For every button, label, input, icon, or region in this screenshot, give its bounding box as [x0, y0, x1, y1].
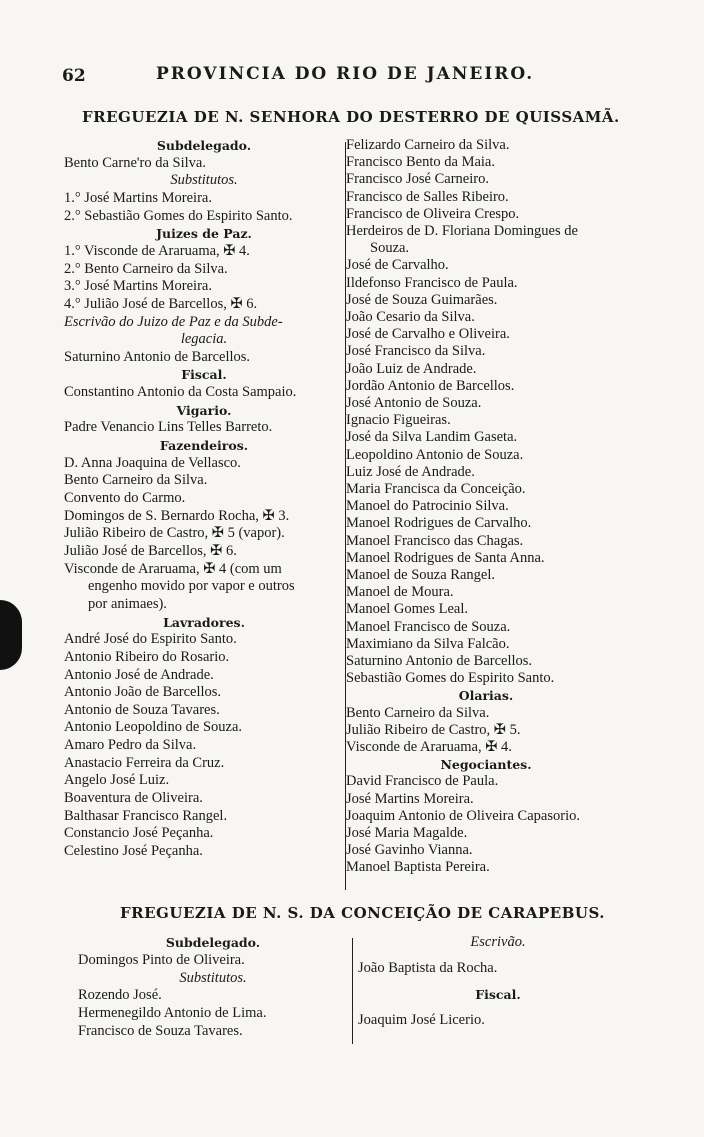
entry-line: 2.° Bento Carneiro da Silva. — [64, 260, 228, 277]
entry-line: Manoel Rodrigues de Santa Anna. — [346, 549, 545, 566]
entry-line: Boaventura de Oliveira. — [64, 790, 203, 807]
entry-line: Bento Carneiro da Silva. — [346, 704, 490, 721]
entry-line: Bento Carneiro da Silva. — [64, 472, 208, 489]
entry-line: Saturnino Antonio de Barcellos. — [64, 348, 251, 365]
entry-line: José Antonio de Souza. — [346, 395, 482, 411]
running-head: PROVINCIA DO RIO DE JANEIRO. — [156, 64, 535, 84]
entry-line: Padre Venancio Lins Telles Barreto. — [64, 419, 273, 436]
entry-line: Escrivão. — [470, 934, 526, 950]
entry-line: Juizes de Paz. — [156, 226, 252, 242]
entry-line: João Baptista da Rocha. — [358, 960, 498, 976]
page-number: 62 — [62, 66, 86, 86]
entry-line: André José do Espirito Santo. — [64, 631, 237, 648]
entry-line: Amaro Pedro da Silva. — [64, 737, 197, 754]
entry-line: David Francisco de Paula. — [346, 773, 499, 790]
entry-line: Domingos de S. Bernardo Rocha, ✠ 3. — [64, 507, 290, 524]
entry-line: José da Silva Landim Gaseta. — [346, 429, 518, 446]
entry-line: Rozendo José. — [78, 987, 162, 1004]
entry-line: Sebastião Gomes do Espirito Santo. — [346, 670, 555, 687]
entry-line: 1.° Visconde de Araruama, ✠ 4. — [64, 242, 250, 259]
entry-line: Antonio de Souza Tavares. — [64, 701, 220, 718]
entry-line: Antonio José de Andrade. — [64, 666, 214, 683]
section-1-title: FREGUEZIA DE N. SENHORA DO DESTERRO DE QUISSAMÃ. — [82, 108, 620, 126]
entry-line: 2.° Sebastião Gomes do Espirito Santo. — [64, 207, 293, 224]
entry-line: Convento do Carmo. — [64, 490, 186, 506]
entry-line: Manoel do Patrocinio Silva. — [346, 498, 509, 515]
entry-line: Constantino Antonio da Costa Sampaio. — [64, 384, 297, 401]
entry-line: Lavradores. — [163, 614, 245, 630]
entry-line: Manoel Baptista Pereira. — [346, 859, 490, 876]
entry-line: Manoel Francisco das Chagas. — [346, 532, 524, 549]
entry-line: Francisco Bento da Maia. — [346, 154, 495, 171]
entry-line: João Cesario da Silva. — [346, 309, 475, 325]
entry-line: Souza. — [370, 240, 410, 257]
entry-line: Francisco de Oliveira Crespo. — [346, 205, 520, 222]
entry-line: Joaquim Antonio de Oliveira Capasorio. — [346, 807, 580, 824]
entry-line: Saturnino Antonio de Barcellos. — [346, 653, 533, 669]
entry-line: Joaquim José Licerio. — [358, 1012, 485, 1028]
entry-line: Constancio José Peçanha. — [64, 825, 214, 842]
entry-line: 4.° Julião José de Barcellos, ✠ 6. — [64, 295, 258, 312]
entry-line: Maria Francisca da Conceição. — [346, 481, 526, 497]
entry-line: Hermenegildo Antonio de Lima. — [78, 1005, 267, 1022]
entry-line: 1.° José Martins Moreira. — [64, 189, 212, 206]
entry-line: Julião José de Barcellos, ✠ 6. — [64, 542, 237, 559]
entry-line: José Francisco da Silva. — [346, 343, 486, 360]
entry-line: Visconde de Araruama, ✠ 4. — [346, 739, 512, 755]
entry-line: Manoel Rodrigues de Carvalho. — [346, 515, 532, 532]
entry-line: Julião Ribeiro de Castro, ✠ 5 (vapor). — [64, 525, 285, 542]
entry-line: Fiscal. — [181, 367, 227, 383]
section-2-title: FREGUEZIA DE N. S. DA CONCEIÇÃO DE CARAPEBUS. — [120, 904, 605, 922]
entry-line: Vigario. — [176, 402, 232, 418]
entry-line: José Maria Magalde. — [346, 825, 468, 841]
entry-line: Antonio João de Barcellos. — [64, 684, 222, 701]
entry-line: José de Souza Guimarães. — [346, 291, 498, 308]
entry-line: Herdeiros de D. Floriana Domingues de — [346, 223, 578, 239]
entry-line: Manoel de Souza Rangel. — [346, 567, 495, 583]
entry-line: Francisco de Salles Ribeiro. — [346, 188, 509, 205]
entry-line: José de Carvalho e Oliveira. — [346, 326, 510, 343]
entry-line: Visconde de Araruama, ✠ 4 (com um — [64, 560, 282, 577]
entry-line: Francisco de Souza Tavares. — [78, 1023, 243, 1039]
entry-line: por animaes). — [88, 595, 167, 612]
entry-line: Bento Carne'ro da Silva. — [64, 154, 206, 171]
entry-line: Francisco José Carneiro. — [346, 171, 489, 188]
entry-line: Jordão Antonio de Barcellos. — [346, 377, 515, 394]
ink-blot — [0, 600, 22, 670]
entry-line: 3.° José Martins Moreira. — [64, 278, 212, 295]
column-rule-2 — [352, 938, 353, 1044]
entry-line: Maximiano da Silva Falcão. — [346, 635, 510, 652]
entry-line: Manoel Gomes Leal. — [346, 601, 469, 618]
entry-line: Julião Ribeiro de Castro, ✠ 5. — [346, 721, 521, 738]
entry-line: Manoel de Moura. — [346, 584, 454, 601]
entry-line: José Martins Moreira. — [346, 790, 474, 807]
entry-line: Olarias. — [458, 688, 514, 704]
entry-line: Domingos Pinto de Oliveira. — [78, 951, 245, 968]
entry-line: Fazendeiros. — [159, 438, 249, 454]
entry-line: Anastacio Ferreira da Cruz. — [64, 754, 225, 771]
entry-line: Luiz José de Andrade. — [346, 463, 475, 480]
entry-line: Substitutos. — [179, 969, 247, 986]
entry-line: João Luiz de Andrade. — [346, 360, 477, 377]
entry-line: Balthasar Francisco Rangel. — [64, 807, 228, 824]
entry-line: Angelo José Luiz. — [64, 772, 170, 789]
entry-line: Leopoldino Antonio de Souza. — [346, 446, 524, 463]
entry-line: Fiscal. — [475, 987, 521, 1002]
entry-line: D. Anna Joaquina de Vellasco. — [64, 454, 241, 471]
entry-line: José Gavinho Vianna. — [346, 842, 473, 859]
entry-line: José de Carvalho. — [346, 257, 449, 274]
entry-line: Negociantes. — [440, 757, 532, 773]
entry-line: Felizardo Carneiro da Silva. — [346, 137, 510, 153]
entry-line: Escrivão do Juizo de Paz e da Subde- — [64, 313, 283, 330]
entry-line: Antonio Leopoldino de Souza. — [64, 719, 243, 736]
entry-line: Ildefonso Francisco de Paula. — [346, 274, 518, 291]
entry-line: Manoel Francisco de Souza. — [346, 618, 511, 635]
entry-line: Subdelegado. — [165, 935, 261, 950]
entry-line: legacia. — [180, 331, 228, 348]
entry-line: Substitutos. — [170, 172, 238, 189]
entry-line: Subdelegado. — [156, 138, 252, 153]
entry-line: engenho movido por vapor e outros — [88, 578, 295, 595]
entry-line: Celestino José Peçanha. — [64, 843, 203, 859]
entry-line: Ignacio Figueiras. — [346, 412, 451, 429]
column-rule — [345, 142, 346, 890]
entry-line: Antonio Ribeiro do Rosario. — [64, 648, 230, 665]
